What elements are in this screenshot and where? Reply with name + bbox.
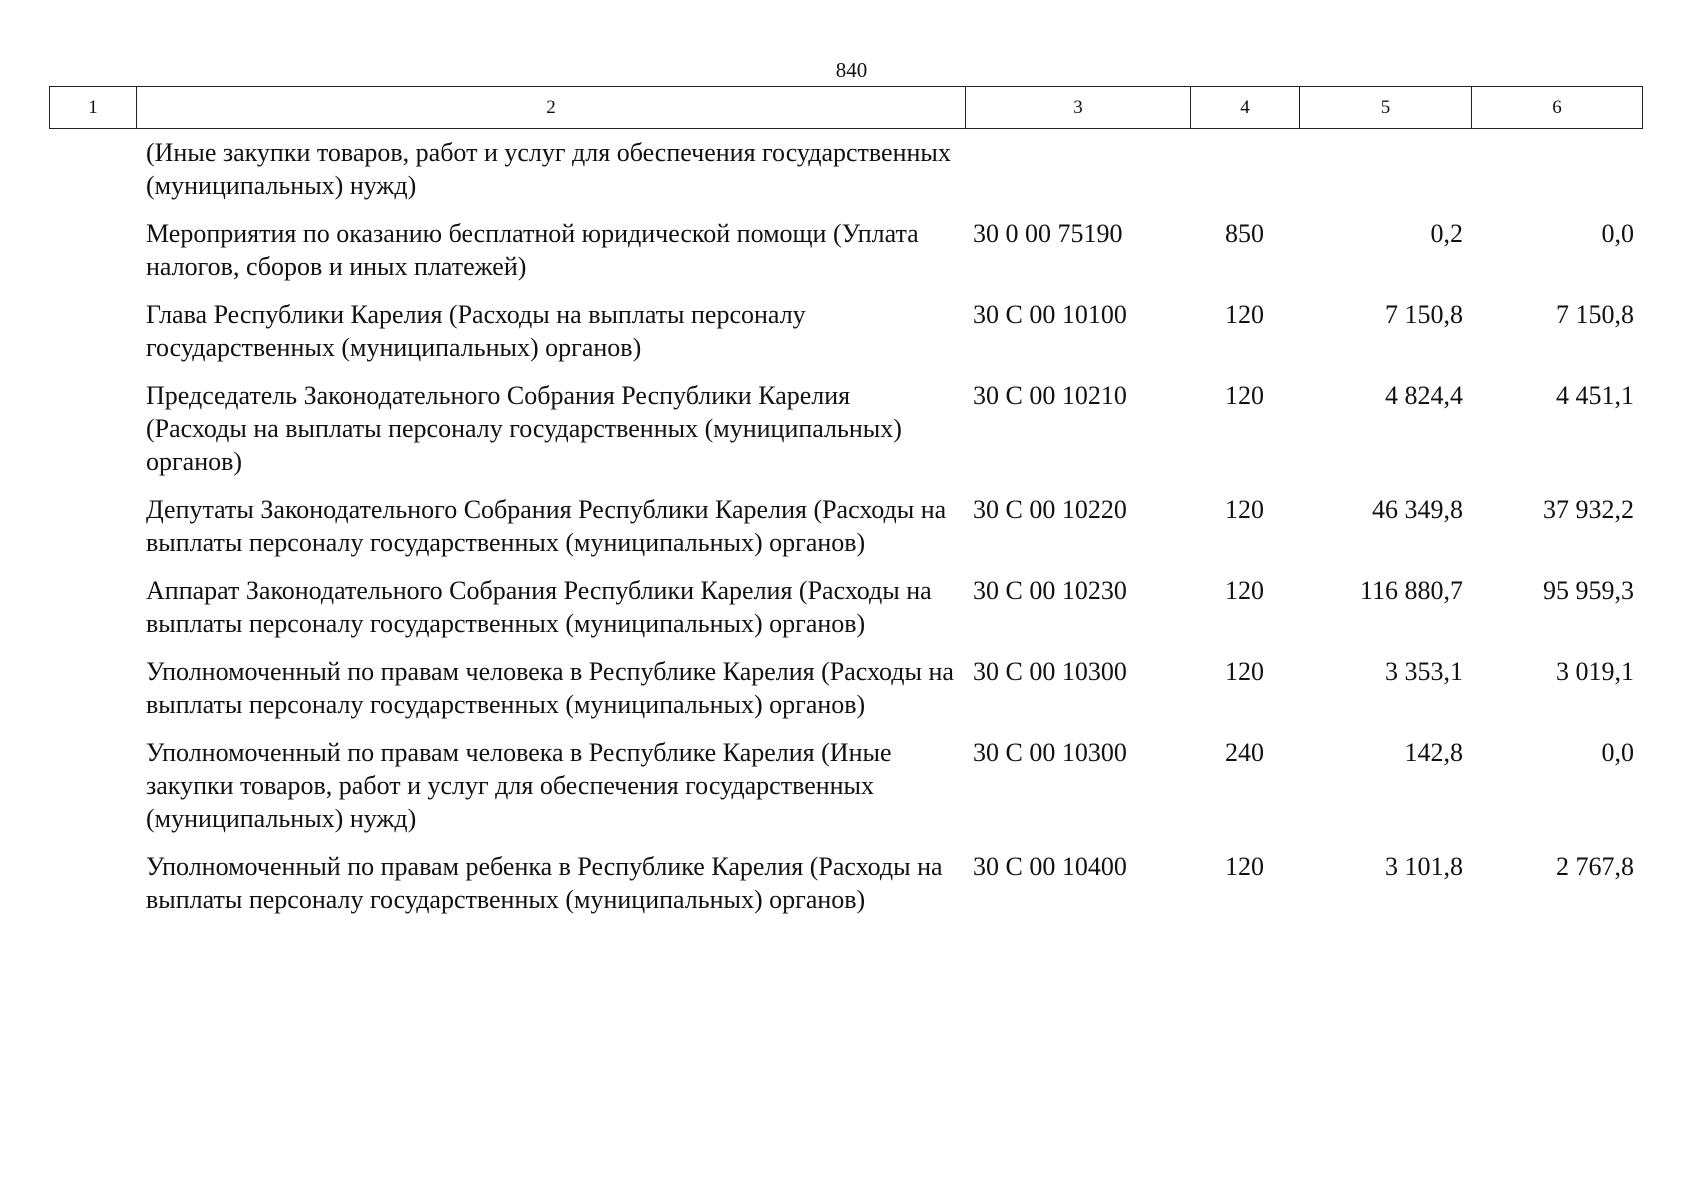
page-number-text: 840 (835, 58, 868, 82)
row-code (965, 136, 1190, 202)
row-type: 120 (1225, 300, 1264, 329)
table-row (49, 379, 1642, 478)
budget-table-body (49, 136, 1642, 916)
table-row (49, 217, 1642, 283)
row-name: Мероприятия по оказанию бесплатной юридической помощи (Уплата налогов, сборов и иных платежей) (146, 219, 919, 281)
row-value5 (1299, 136, 1471, 202)
table-row (49, 493, 1642, 559)
row-type: 120 (1225, 852, 1264, 881)
column-number-6: 6 (1472, 87, 1643, 129)
row-type: 120 (1225, 495, 1264, 524)
row-gap (49, 640, 1642, 655)
row-col1 (49, 850, 136, 916)
row-gap (49, 835, 1642, 850)
row-name: Уполномоченный по правам ребенка в Республике Карелия (Расходы на выплаты персоналу государственных (муниципальных) органов) (146, 852, 943, 914)
row-code: 30 0 00 75190 (973, 219, 1123, 248)
row-value6: 7 150,8 (1556, 300, 1634, 329)
row-code: 30 С 00 10300 (973, 738, 1127, 767)
row-name: (Иные закупки товаров, работ и услуг для обеспечения государственных (муниципальных) нужд) (146, 138, 951, 200)
row-col1 (49, 574, 136, 640)
row-value5: 0,2 (1430, 219, 1463, 248)
row-type (1190, 136, 1299, 202)
row-gap (49, 559, 1642, 574)
row-value6: 37 932,2 (1543, 495, 1634, 524)
row-col1 (49, 298, 136, 364)
row-name: Председатель Законодательного Собрания Республики Карелия (Расходы на выплаты персоналу государственных (муниципальных) органов) (146, 381, 902, 476)
row-value5: 46 349,8 (1372, 495, 1463, 524)
row-code: 30 С 00 10230 (973, 576, 1127, 605)
row-col1 (49, 655, 136, 721)
row-value5: 3 353,1 (1385, 657, 1463, 686)
column-number-4: 4 (1191, 87, 1300, 129)
column-number-header (49, 86, 1643, 129)
table-row (49, 850, 1642, 916)
table-row (49, 655, 1642, 721)
column-number-3: 3 (966, 87, 1191, 129)
row-code: 30 С 00 10210 (973, 381, 1127, 410)
page-number (0, 58, 1697, 82)
row-value5: 116 880,7 (1359, 576, 1463, 605)
row-code: 30 С 00 10100 (973, 300, 1127, 329)
row-value6: 95 959,3 (1543, 576, 1634, 605)
row-col1 (49, 379, 136, 478)
row-type: 850 (1225, 219, 1264, 248)
row-gap (49, 721, 1642, 736)
row-type: 120 (1225, 657, 1264, 686)
column-number-2: 2 (137, 87, 966, 129)
row-gap (49, 283, 1642, 298)
row-value5: 142,8 (1404, 738, 1463, 767)
row-type: 120 (1225, 576, 1264, 605)
row-col1 (49, 136, 136, 202)
row-code: 30 С 00 10220 (973, 495, 1127, 524)
row-value5: 3 101,8 (1385, 852, 1463, 881)
row-value5: 7 150,8 (1385, 300, 1463, 329)
row-type: 240 (1225, 738, 1264, 767)
row-value5: 4 824,4 (1385, 381, 1463, 410)
row-value6: 3 019,1 (1556, 657, 1634, 686)
row-code: 30 С 00 10400 (973, 852, 1127, 881)
row-value6: 4 451,1 (1556, 381, 1634, 410)
row-gap (49, 202, 1642, 217)
row-col1 (49, 736, 136, 835)
table-row (49, 298, 1642, 364)
budget-table (49, 136, 1642, 916)
column-number-5: 5 (1300, 87, 1472, 129)
row-name: Глава Республики Карелия (Расходы на выплаты персоналу государственных (муниципальных) органов) (146, 300, 806, 362)
row-name: Депутаты Законодательного Собрания Республики Карелия (Расходы на выплаты персоналу государственных (муниципальных) органов) (146, 495, 947, 557)
row-value6: 0,0 (1601, 738, 1634, 767)
row-col1 (49, 217, 136, 283)
row-col1 (49, 493, 136, 559)
row-gap (49, 478, 1642, 493)
row-name: Аппарат Законодательного Собрания Республики Карелия (Расходы на выплаты персоналу государственных (муниципальных) органов) (146, 576, 932, 638)
table-row (49, 736, 1642, 835)
row-code: 30 С 00 10300 (973, 657, 1127, 686)
row-value6: 2 767,8 (1556, 852, 1634, 881)
row-value6 (1471, 136, 1642, 202)
row-name: Уполномоченный по правам человека в Республике Карелия (Иные закупки товаров, работ и услуг для обеспечения государственных (муниципальных) нужд) (146, 738, 892, 833)
row-gap (49, 364, 1642, 379)
row-type: 120 (1225, 381, 1264, 410)
row-name: Уполномоченный по правам человека в Республике Карелия (Расходы на выплаты персоналу государственных (муниципальных) органов) (146, 657, 954, 719)
row-value6: 0,0 (1601, 219, 1634, 248)
column-number-row (50, 87, 1643, 129)
table-row (49, 574, 1642, 640)
table-row (49, 136, 1642, 202)
column-number-1: 1 (50, 87, 137, 129)
